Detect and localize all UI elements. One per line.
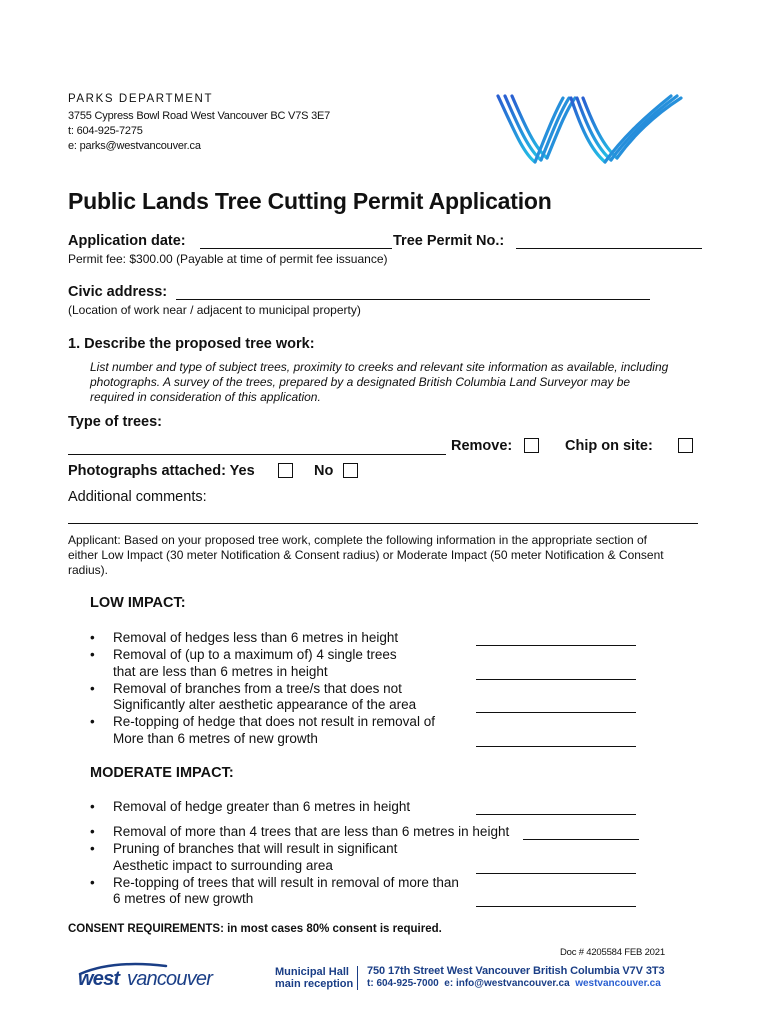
moderate-impact-entry-field[interactable]: [476, 873, 636, 874]
department-phone: t: 604-925-7275: [68, 125, 143, 137]
footer-phone: t: 604-925-7000: [367, 978, 439, 989]
moderate-impact-entry-field[interactable]: [476, 814, 636, 815]
chip-on-site-label: Chip on site:: [565, 438, 653, 454]
applicant-note-line: either Low Impact (30 meter Notification & Consent radius) or Moderate Impact (50 meter Notification & Consent: [68, 548, 664, 562]
section1-heading: 1. Describe the proposed tree work:: [68, 336, 315, 352]
section1-instruction-line: List number and type of subject trees, proximity to creeks and relevant site information as available, including: [90, 360, 669, 374]
footer-address: 750 17th Street West Vancouver British Columbia V7V 3T3: [367, 965, 665, 977]
civic-address-label: Civic address:: [68, 284, 168, 300]
municipal-hall-label: Municipal Hall: [275, 966, 349, 978]
photographs-attached-label: Photographs attached: Yes: [68, 463, 255, 479]
bullet-icon: •: [90, 714, 95, 729]
form-title: Public Lands Tree Cutting Permit Application: [68, 188, 552, 214]
low-impact-entry-field[interactable]: [476, 679, 636, 680]
remove-checkbox[interactable]: [524, 438, 539, 453]
bullet-icon: •: [90, 630, 95, 645]
moderate-impact-entry-field[interactable]: [523, 839, 639, 840]
logo-vancouver-text: vancouver: [127, 968, 213, 990]
bullet-icon: •: [90, 841, 95, 856]
low-impact-entry-field[interactable]: [476, 712, 636, 713]
low-impact-heading: LOW IMPACT:: [90, 595, 186, 611]
department-address: 3755 Cypress Bowl Road West Vancouver BC V7S 3E7: [68, 110, 331, 122]
bullet-icon: •: [90, 875, 95, 890]
photographs-no-label: No: [314, 463, 334, 479]
civic-address-field[interactable]: [176, 299, 650, 300]
tree-permit-label: Tree Permit No.:: [393, 233, 505, 249]
department-email: e: parks@westvancouver.ca: [68, 140, 201, 152]
civic-address-note: (Location of work near / adjacent to municipal property): [68, 303, 361, 317]
additional-comments-label: Additional comments:: [68, 489, 207, 505]
footer-contact: [367, 978, 661, 989]
footer-email: e: info@westvancouver.ca: [444, 978, 570, 989]
bullet-icon: •: [90, 681, 95, 696]
tree-permit-field[interactable]: [516, 248, 702, 249]
consent-requirements: CONSENT REQUIREMENTS: in most cases 80% consent is required.: [68, 923, 442, 935]
west-vancouver-logo: [78, 962, 228, 992]
moderate-impact-heading: MODERATE IMPACT:: [90, 765, 234, 781]
footer-website-link[interactable]: westvancouver.ca: [575, 978, 661, 989]
remove-label: Remove:: [451, 438, 513, 454]
low-impact-entry-field[interactable]: [476, 746, 636, 747]
application-date-field[interactable]: [200, 248, 392, 249]
application-date-label: Application date:: [68, 233, 186, 249]
applicant-note-line: radius).: [68, 563, 109, 577]
section1-instruction-line: photographs. A survey of the trees, prepared by a designated British Columbia Land Surveyor may be: [90, 375, 631, 389]
moderate-impact-entry-field[interactable]: [476, 906, 636, 907]
main-reception-label: main reception: [275, 978, 354, 990]
photographs-no-checkbox[interactable]: [343, 463, 358, 478]
section1-instruction-line: required in consideration of this application.: [90, 390, 321, 404]
applicant-note-line: Applicant: Based on your proposed tree work, complete the following information in the appropriate section of: [68, 533, 647, 547]
additional-comments-field[interactable]: [68, 523, 698, 524]
type-of-trees-label: Type of trees:: [68, 414, 163, 430]
photographs-yes-checkbox[interactable]: [278, 463, 293, 478]
bullet-icon: •: [90, 824, 95, 839]
west-vancouver-wv-logo: [493, 88, 683, 168]
permit-fee-text: Permit fee: $300.00 (Payable at time of permit fee issuance): [68, 252, 388, 266]
logo-west-text: west: [78, 968, 120, 990]
doc-number: Doc # 4205584 FEB 2021: [560, 947, 665, 958]
type-of-trees-field[interactable]: [68, 454, 446, 455]
chip-on-site-checkbox[interactable]: [678, 438, 693, 453]
bullet-icon: •: [90, 647, 95, 662]
low-impact-entry-field[interactable]: [476, 645, 636, 646]
bullet-icon: •: [90, 799, 95, 814]
footer-divider: [357, 966, 358, 990]
department-name: PARKS DEPARTMENT: [68, 93, 214, 105]
